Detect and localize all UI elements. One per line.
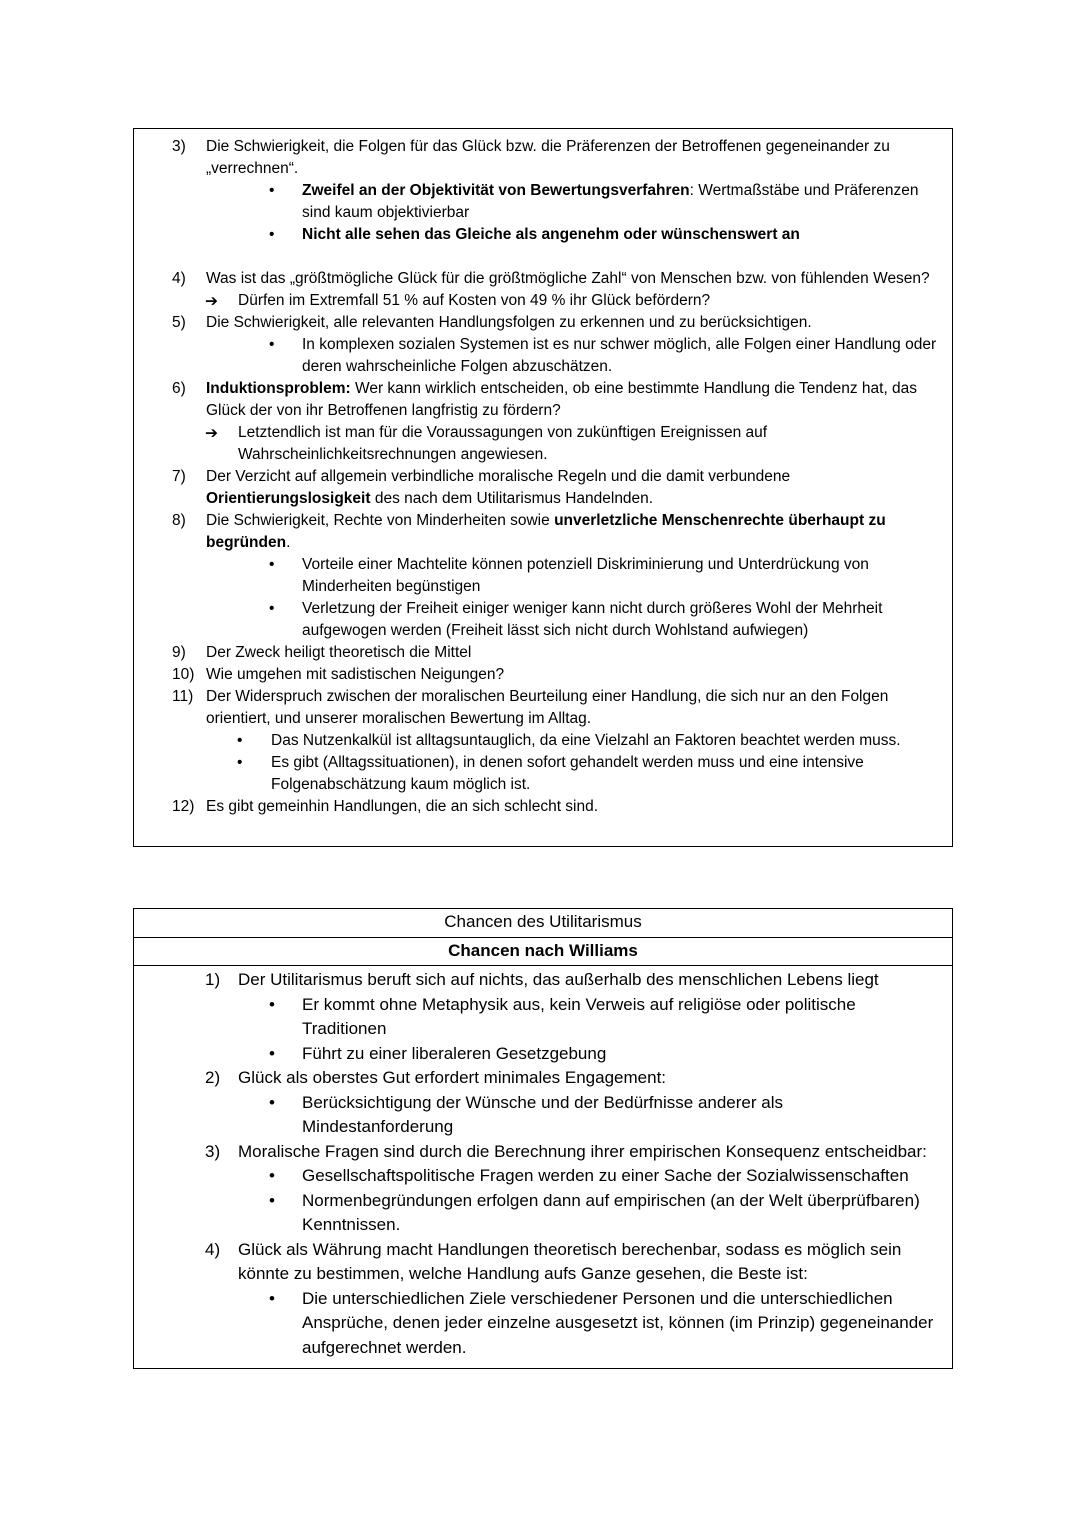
list-item	[134, 686, 938, 730]
bullet-icon: •	[269, 600, 275, 617]
bullet-icon: •	[269, 226, 275, 243]
list-item	[134, 378, 938, 422]
list-item	[134, 290, 938, 312]
list-item	[134, 510, 938, 554]
chancen-header: Chancen des Utilitarismus	[134, 909, 952, 938]
item-text: Das Nutzenkalkül ist alltagsuntauglich, da eine Vielzahl an Faktoren beachtet werden muss.	[271, 732, 901, 749]
item-text: Er kommt ohne Metaphysik aus, kein Verweis auf religiöse oder politische Traditionen	[302, 994, 856, 1038]
item-text: Es gibt gemeinhin Handlungen, die an sich schlecht sind.	[206, 798, 599, 815]
chancen-subheader: Chancen nach Williams	[134, 938, 952, 967]
item-number: 5)	[172, 314, 186, 331]
list-item	[134, 268, 938, 290]
list-item	[134, 1287, 938, 1361]
list-item	[134, 664, 938, 686]
item-text: Wie umgehen mit sadistischen Neigungen?	[206, 666, 505, 683]
item-number: 8)	[172, 512, 186, 529]
item-text: Der Verzicht auf allgemein verbindliche moralische Regeln und die damit verbundene Orientierungslosigkeit des nach dem Utilitarismus Handelnden.	[206, 468, 791, 507]
list-item	[134, 334, 938, 378]
arrow-icon: ➔	[205, 424, 218, 442]
item-number: 12)	[172, 798, 195, 815]
list-item	[134, 312, 938, 334]
bullet-icon: •	[269, 1043, 275, 1063]
list-item	[134, 642, 938, 664]
item-text: Was ist das „größtmögliche Glück für die größtmögliche Zahl“ von Menschen bzw. von fühlenden Wesen?	[206, 270, 930, 287]
item-text: Berücksichtigung der Wünsche und der Bedürfnisse anderer als Mindestanforderung	[302, 1092, 783, 1136]
item-number: 11)	[172, 688, 194, 705]
item-number: 4)	[205, 1239, 221, 1259]
item-text: Nicht alle sehen das Gleiche als angenehm oder wünschenswert an	[302, 226, 800, 243]
item-text: Die unterschiedlichen Ziele verschiedener Personen und die unterschiedlichen Ansprüche, denen jeder einzelne ausgesetzt ist, können (im Prinzip) gegeneinander aufgerechnet werden.	[302, 1288, 934, 1357]
kritik-box	[133, 128, 953, 847]
item-text: Gesellschaftspolitische Fragen werden zu einer Sache der Sozialwissenschaften	[302, 1166, 909, 1185]
item-text: Glück als oberstes Gut erfordert minimales Engagement:	[238, 1068, 667, 1087]
item-text: Der Widerspruch zwischen der moralischen Beurteilung einer Handlung, die sich nur an den Folgen orientiert, und unserer moralischen Bewertung im Alltag.	[206, 688, 889, 727]
item-number: 3)	[205, 1141, 221, 1161]
bullet-icon: •	[269, 556, 275, 573]
item-number: 1)	[205, 970, 221, 989]
item-text: Vorteile einer Machtelite können potenziell Diskriminierung und Unterdrückung von Minderheiten begünstigen	[302, 556, 869, 595]
bullet-icon: •	[269, 336, 275, 353]
item-text: Es gibt (Alltagssituationen), in denen sofort gehandelt werden muss und eine intensive Folgenabschätzung kaum möglich ist.	[271, 754, 864, 793]
bullet-icon: •	[237, 732, 243, 749]
bullet-icon: •	[269, 182, 275, 199]
item-number: 9)	[172, 644, 186, 661]
item-number: 4)	[172, 270, 186, 287]
list-item	[134, 224, 938, 246]
item-text: Die Schwierigkeit, die Folgen für das Glück bzw. die Präferenzen der Betroffenen gegeneinander zu „verrechnen“.	[206, 138, 890, 177]
kritik-list	[134, 136, 938, 818]
item-text: Die Schwierigkeit, alle relevanten Handlungsfolgen zu erkennen und zu berücksichtigen.	[206, 314, 812, 331]
item-text: Glück als Währung macht Handlungen theoretisch berechenbar, sodass es möglich sein könnte zu bestimmen, welche Handlung aufs Ganze gesehen, die Beste ist:	[238, 1239, 902, 1283]
bullet-icon: •	[269, 994, 275, 1014]
list-item	[134, 993, 938, 1042]
list-item	[134, 554, 938, 598]
item-text: Induktionsproblem: Wer kann wirklich entscheiden, ob eine bestimmte Handlung die Tendenz hat, das Glück der von ihr Betroffenen langfristig zu fördern?	[206, 380, 918, 419]
item-text: Verletzung der Freiheit einiger weniger kann nicht durch größeres Wohl der Mehrheit aufgewogen werden (Freiheit lässt sich nicht durch Wohlstand aufwiegen)	[302, 600, 883, 639]
list-item	[134, 598, 938, 642]
list-item	[134, 1189, 938, 1238]
item-number: 10)	[172, 666, 195, 683]
bullet-icon: •	[269, 1166, 275, 1185]
list-item	[134, 422, 938, 466]
list-item	[134, 180, 938, 224]
list-item	[134, 136, 938, 180]
list-item	[134, 1140, 938, 1165]
list-item	[134, 1042, 938, 1067]
list-item	[134, 1066, 938, 1091]
list-item	[134, 1238, 938, 1287]
item-number: 6)	[172, 380, 186, 397]
chancen-box	[133, 908, 953, 1369]
item-text: Die Schwierigkeit, Rechte von Minderheiten sowie unverletzliche Menschenrechte überhaupt zu begründen.	[206, 512, 886, 551]
arrow-icon: ➔	[205, 292, 218, 310]
list-item	[134, 730, 938, 752]
item-text: Moralische Fragen sind durch die Berechnung ihrer empirischen Konsequenz entscheidbar:	[238, 1141, 927, 1161]
item-text: Der Utilitarismus beruft sich auf nichts, das außerhalb des menschlichen Lebens liegt	[238, 970, 879, 989]
list-item	[134, 1091, 938, 1140]
list-item	[134, 1164, 938, 1189]
bullet-icon: •	[269, 1288, 275, 1308]
item-text: Der Zweck heiligt theoretisch die Mittel	[206, 644, 472, 661]
list-item	[134, 466, 938, 510]
item-number: 7)	[172, 468, 186, 485]
bullet-icon: •	[269, 1190, 275, 1210]
chancen-list	[134, 966, 952, 1368]
item-number: 2)	[205, 1068, 221, 1087]
list-item	[134, 968, 938, 993]
bullet-icon: •	[237, 754, 243, 771]
bullet-icon: •	[269, 1092, 275, 1112]
item-text: Letztendlich ist man für die Voraussagungen von zukünftigen Ereignissen auf Wahrscheinlichkeitsrechnungen angewiesen.	[238, 424, 768, 463]
item-text: Normenbegründungen erfolgen dann auf empirischen (an der Welt überprüfbaren) Kenntnissen.	[302, 1190, 920, 1234]
list-item	[134, 796, 938, 818]
item-number: 3)	[172, 138, 186, 155]
item-text: Zweifel an der Objektivität von Bewertungsverfahren: Wertmaßstäbe und Präferenzen sind kaum objektivierbar	[302, 182, 919, 221]
item-text: Dürfen im Extremfall 51 % auf Kosten von 49 % ihr Glück befördern?	[238, 292, 711, 309]
list-item	[134, 752, 938, 796]
item-text: Führt zu einer liberaleren Gesetzgebung	[302, 1043, 607, 1063]
item-text: In komplexen sozialen Systemen ist es nur schwer möglich, alle Folgen einer Handlung oder deren wahrscheinliche Folgen abzuschätzen.	[302, 336, 937, 375]
